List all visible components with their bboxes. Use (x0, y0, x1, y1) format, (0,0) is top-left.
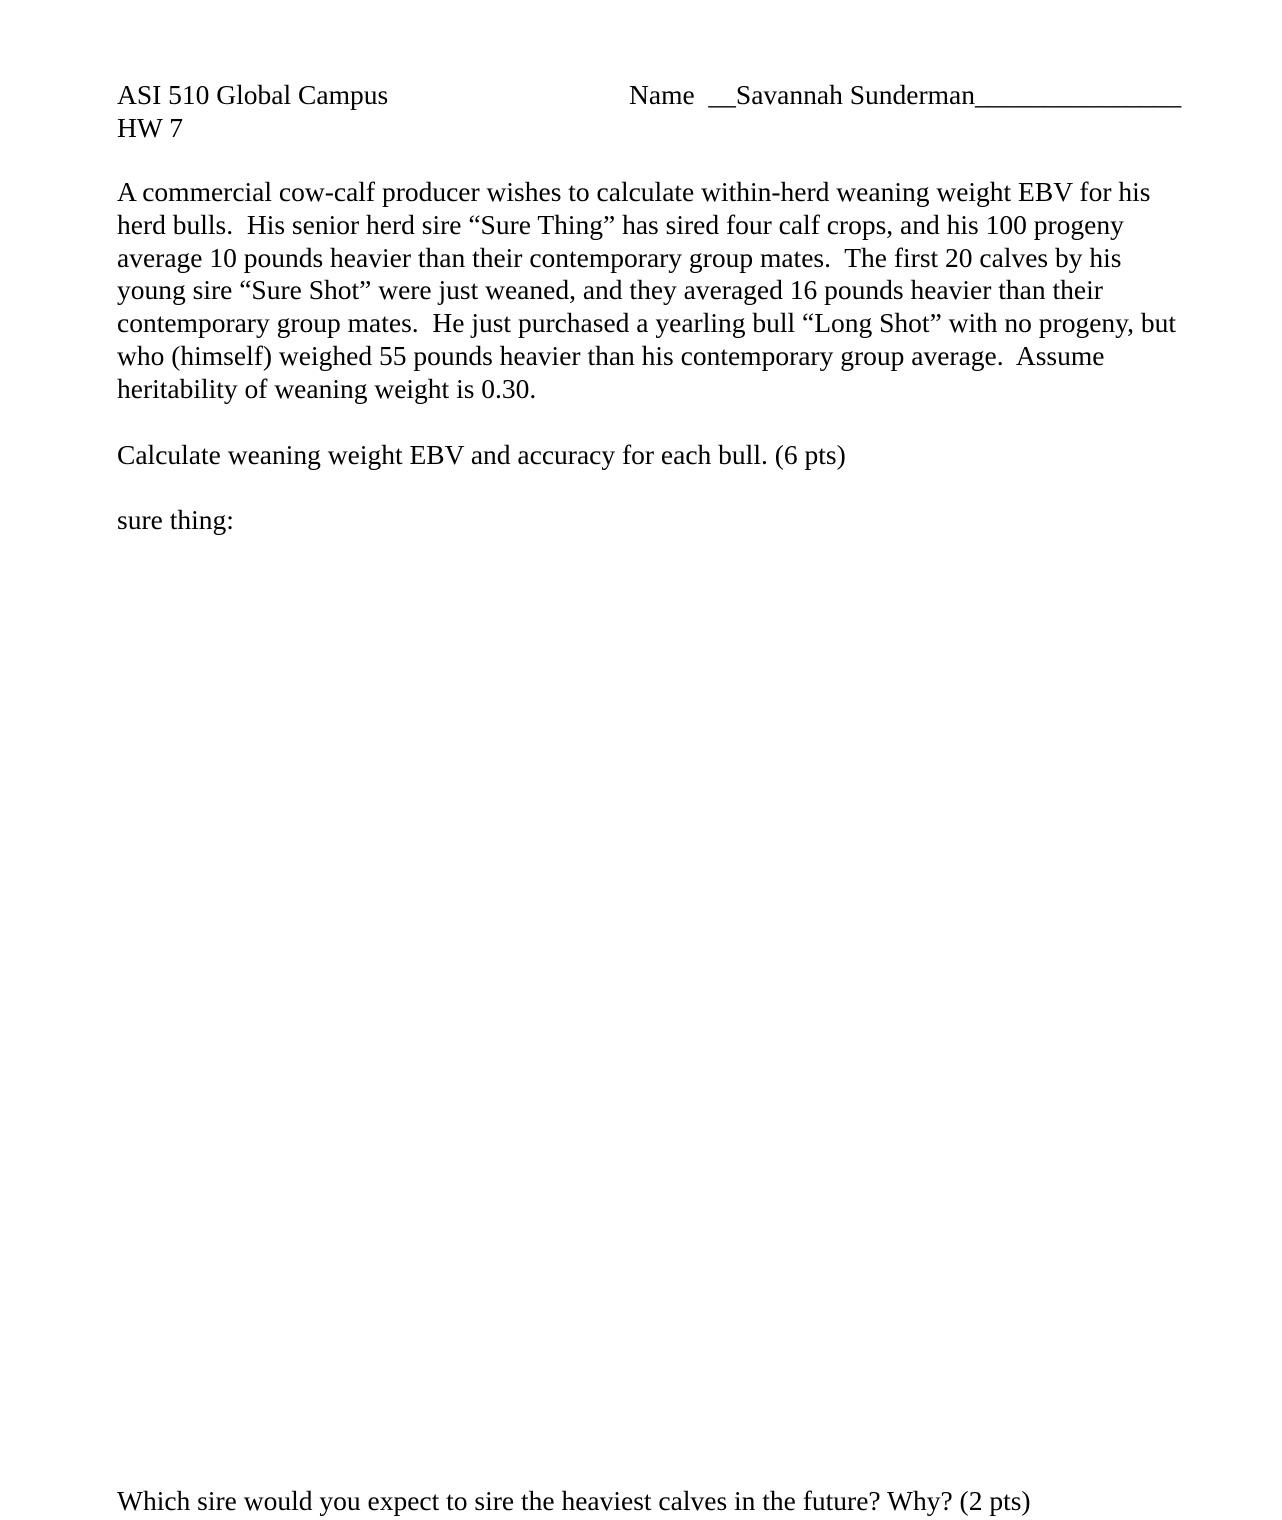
problem-line: heritability of weaning weight is 0.30. (117, 372, 537, 404)
problem-line: average 10 pounds heavier than their contemporary group mates. The first 20 calves by his (117, 241, 1122, 273)
problem-line: young sire “Sure Shot” were just weaned, and they averaged 16 pounds heavier than their (117, 274, 1103, 306)
student-name-field: Name __Savannah Sunderman_______________ (629, 79, 1182, 110)
problem-line: contemporary group mates. He just purchased a yearling bull “Long Shot” with no progeny, but (117, 307, 1177, 339)
question-heaviest-sire: Which sire would you expect to sire the heaviest calves in the future? Why? (2 pts) (117, 1485, 1031, 1516)
answer-label-sure-thing: sure thing: (117, 504, 234, 535)
problem-line: A commercial cow-calf producer wishes to calculate within-herd weaning weight EBV for his (117, 176, 1151, 207)
question-ebv-accuracy: Calculate weaning weight EBV and accuracy for each bull. (6 pts) (117, 439, 846, 470)
course-title: ASI 510 Global Campus (117, 79, 389, 110)
assignment-number: HW 7 (117, 112, 183, 143)
problem-line: who (himself) weighed 55 pounds heavier than his contemporary group average. Assume (117, 339, 1105, 371)
problem-statement (117, 176, 1227, 406)
problem-line: herd bulls. His senior herd sire “Sure Thing” has sired four calf crops, and his 100 progeny (117, 208, 1124, 240)
